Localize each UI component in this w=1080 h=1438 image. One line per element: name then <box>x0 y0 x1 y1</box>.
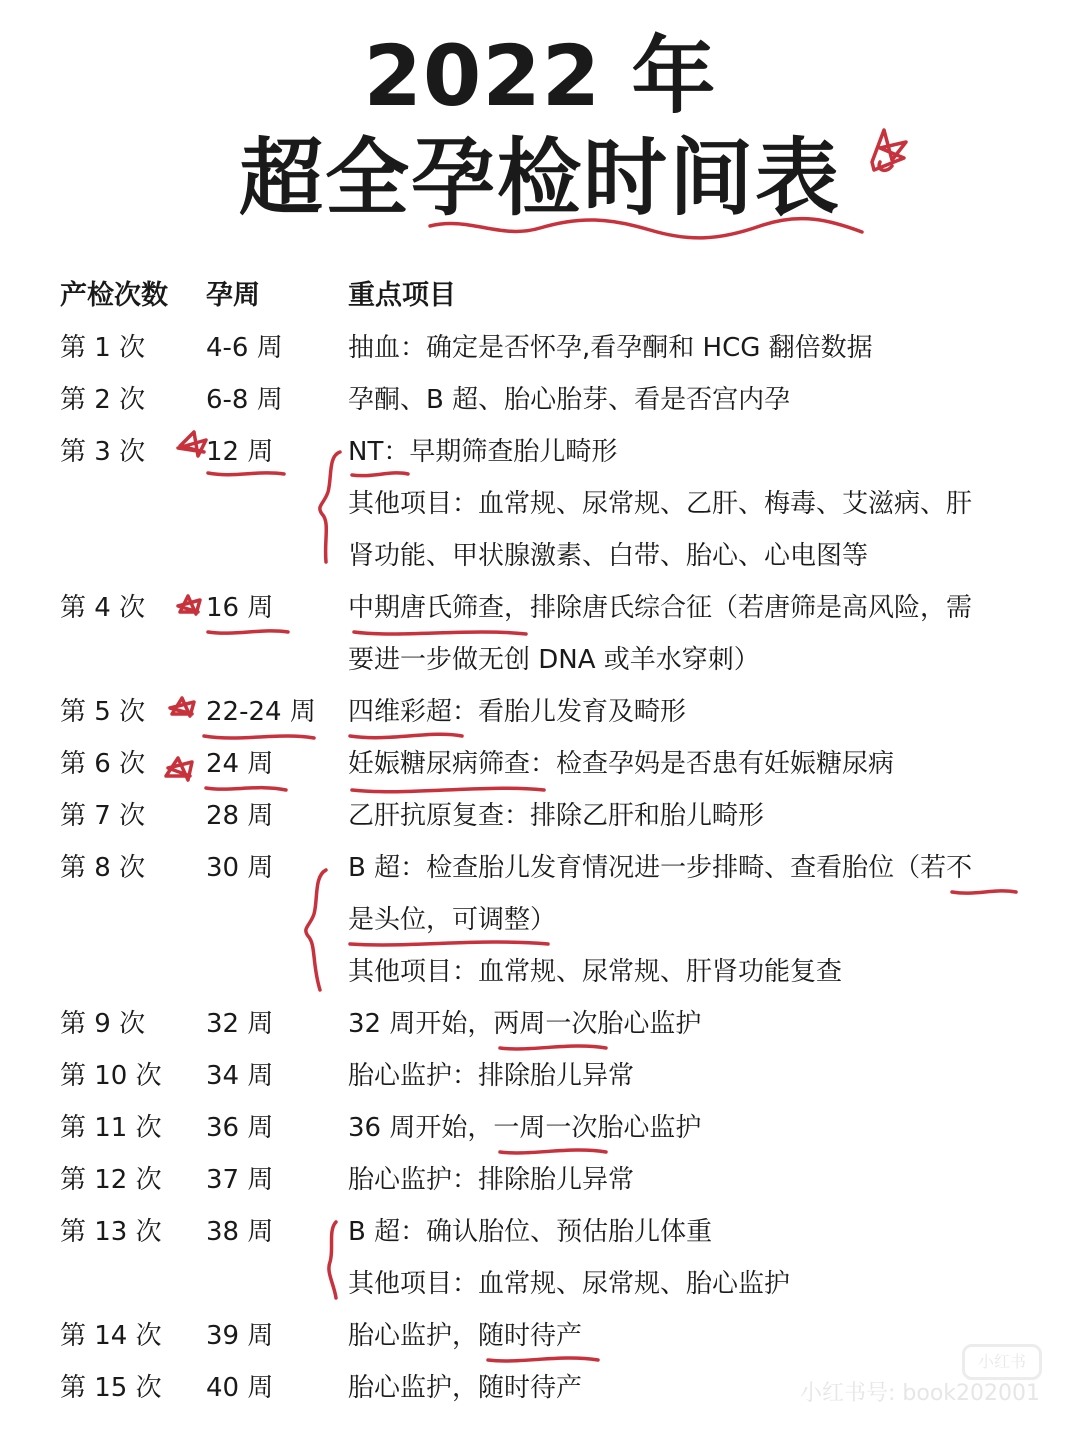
visit-number: 第 10 次 <box>60 1061 162 1091</box>
bracket-row3 <box>320 452 340 562</box>
visit-number: 第 6 次 <box>60 749 146 779</box>
gestational-week: 40 周 <box>206 1373 274 1403</box>
checkup-item-text: B 超：检查胎儿发育情况进一步排畸、查看胎位（若不 <box>348 853 973 883</box>
visit-number: 第 11 次 <box>60 1113 162 1143</box>
page-title: 超全孕检时间表 <box>238 129 841 227</box>
checkup-item-text: 其他项目：血常规、尿常规、胎心监护 <box>348 1269 791 1299</box>
gestational-week: 34 周 <box>206 1061 274 1091</box>
underline-nt <box>352 473 408 476</box>
title-year: 2022 年 <box>363 27 717 125</box>
gestational-week: 28 周 <box>206 801 274 831</box>
underline-shitouwei <box>350 942 548 945</box>
checkup-item-text: 孕酮、B 超、胎心胎芽、看是否宫内孕 <box>348 385 791 415</box>
checkup-item-text: 36 周开始，一周一次胎心监护 <box>348 1113 702 1143</box>
checkup-item-text: 胎心监护，随时待产 <box>348 1321 583 1351</box>
checkup-item-text: 32 周开始，两周一次胎心监护 <box>348 1009 702 1039</box>
visit-number: 第 9 次 <box>60 1009 146 1039</box>
gestational-week: 22-24 周 <box>206 697 316 727</box>
header-week: 孕周 <box>206 280 260 311</box>
underline-standby <box>488 1358 598 1361</box>
gestational-week: 12 周 <box>206 437 274 467</box>
gestational-week: 6-8 周 <box>206 385 283 415</box>
checkup-item-text: 要进一步做无创 DNA 或羊水穿刺） <box>348 645 760 675</box>
underline-nipt <box>354 632 526 634</box>
underline-12-week <box>208 473 284 475</box>
underline-4d-ultrasound <box>350 734 462 737</box>
visit-number: 第 14 次 <box>60 1321 162 1351</box>
star-doodle-row3 <box>178 432 206 456</box>
checkup-item-text: B 超：确认胎位、预估胎儿体重 <box>348 1217 713 1247</box>
visit-number: 第 8 次 <box>60 853 146 883</box>
gestational-week: 30 周 <box>206 853 274 883</box>
checkup-item-text: 是头位，可调整） <box>348 905 557 935</box>
watermark-logo: 小红书 <box>962 1344 1042 1380</box>
underline-ruobu <box>952 891 1016 893</box>
checkup-item-text: NT：早期筛查胎儿畸形 <box>348 437 618 467</box>
checkup-item-text: 其他项目：血常规、尿常规、肝肾功能复查 <box>348 957 843 987</box>
bracket-row13 <box>329 1222 336 1298</box>
checkup-item-text: 乙肝抗原复查：排除乙肝和胎儿畸形 <box>348 801 765 831</box>
underline-gdm <box>352 788 544 791</box>
underline-weekly <box>500 1150 606 1153</box>
bracket-row8 <box>306 870 326 990</box>
header-items: 重点项目 <box>348 280 456 311</box>
visit-number: 第 4 次 <box>60 593 146 623</box>
gestational-week: 32 周 <box>206 1009 274 1039</box>
gestational-week: 36 周 <box>206 1113 274 1143</box>
checkup-item-text: 抽血：确定是否怀孕,看孕酮和 HCG 翻倍数据 <box>348 333 873 363</box>
visit-number: 第 5 次 <box>60 697 146 727</box>
star-doodle-row4 <box>178 596 200 614</box>
star-doodle-row5 <box>170 698 194 716</box>
underline-16-week <box>208 631 288 633</box>
visit-number: 第 7 次 <box>60 801 146 831</box>
visit-number: 第 13 次 <box>60 1217 162 1247</box>
header-visit: 产检次数 <box>60 280 168 311</box>
checkup-item-text: 妊娠糖尿病筛查：检查孕妈是否患有妊娠糖尿病 <box>348 749 895 779</box>
gestational-week: 4-6 周 <box>206 333 283 363</box>
visit-number: 第 3 次 <box>60 437 146 467</box>
checkup-item-text: 其他项目：血常规、尿常规、乙肝、梅毒、艾滋病、肝 <box>348 489 973 519</box>
watermark-text: 小红书号: book202001 <box>800 1381 1041 1406</box>
gestational-week: 16 周 <box>206 593 274 623</box>
gestational-week: 24 周 <box>206 749 274 779</box>
underline-24-week <box>206 788 286 790</box>
checkup-item-text: 胎心监护，随时待产 <box>348 1373 583 1403</box>
gestational-week: 37 周 <box>206 1165 274 1195</box>
checkup-item-text: 四维彩超：看胎儿发育及畸形 <box>348 697 687 727</box>
checkup-item-text: 胎心监护：排除胎儿异常 <box>348 1061 635 1091</box>
gestational-week: 38 周 <box>206 1217 274 1247</box>
gestational-week: 39 周 <box>206 1321 274 1351</box>
visit-number: 第 2 次 <box>60 385 146 415</box>
visit-number: 第 1 次 <box>60 333 146 363</box>
checkup-item-text: 胎心监护：排除胎儿异常 <box>348 1165 635 1195</box>
star-doodle-row6 <box>166 758 192 780</box>
underline-biweekly <box>500 1046 606 1049</box>
visit-number: 第 12 次 <box>60 1165 162 1195</box>
visit-number: 第 15 次 <box>60 1373 162 1403</box>
underline-22-24-week <box>204 736 314 738</box>
checkup-item-text: 中期唐氏筛查，排除唐氏综合征（若唐筛是高风险，需 <box>348 593 973 623</box>
checkup-item-text: 肾功能、甲状腺激素、白带、胎心、心电图等 <box>348 541 869 571</box>
